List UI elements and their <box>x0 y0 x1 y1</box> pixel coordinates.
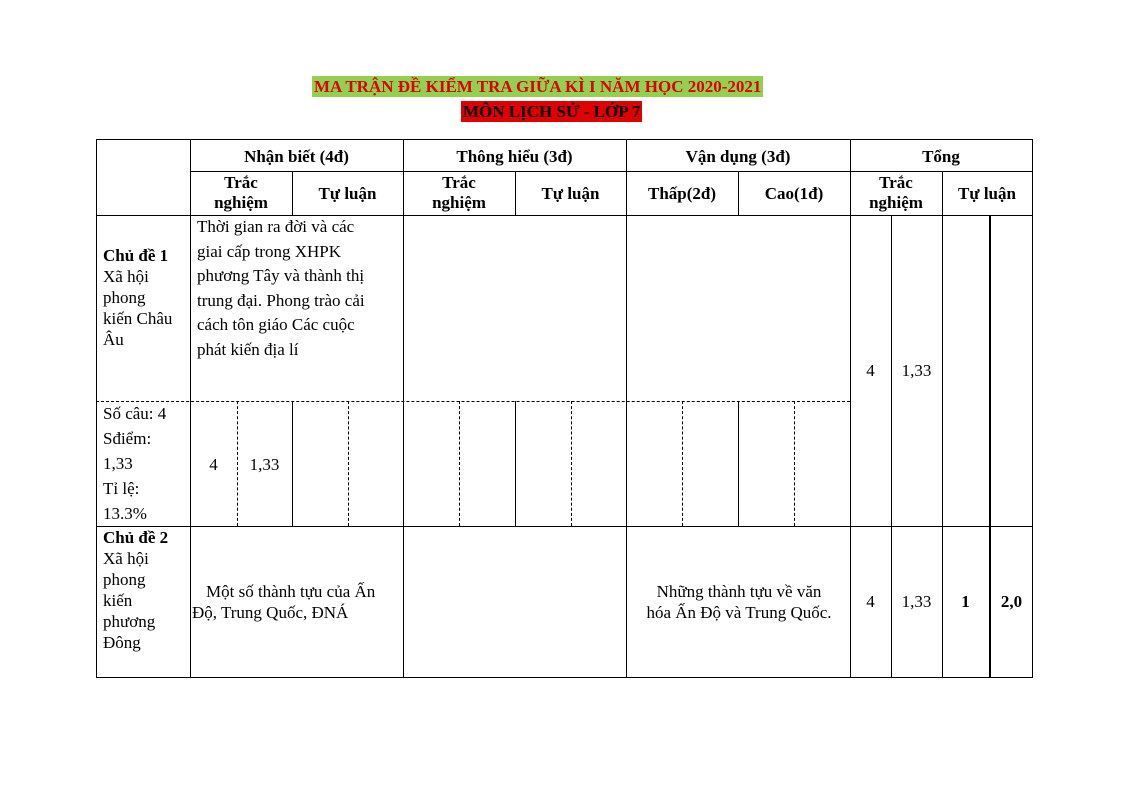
subheader-line: Trắc <box>442 173 476 192</box>
topic1-line: Xã hội <box>103 267 149 286</box>
header-nhan-biet: Nhận biết (4đ) <box>244 147 349 166</box>
topic1-stats <box>103 401 189 526</box>
stats-line-5 <box>515 401 516 526</box>
topic1-tong-cau: 4 <box>866 361 875 380</box>
table-border-left <box>96 139 97 678</box>
topic1-stat: Số câu: 4 <box>103 404 167 423</box>
col-line-b <box>403 139 404 678</box>
subheader-line: Trắc <box>879 173 913 192</box>
topic2-title: Chủ đề 2 <box>103 528 169 547</box>
stats-line-2 <box>292 401 293 526</box>
topic2-line: phương <box>103 612 156 631</box>
topic1-tong-diem: 1,33 <box>901 361 932 380</box>
subheader-tu-luan-th: Tự luận <box>541 184 600 203</box>
topic2-nb-line: Một số thành tựu của Ấn <box>206 582 376 601</box>
topic2-vd-content <box>628 581 850 623</box>
topic1-nb-diem: 1,33 <box>249 455 280 474</box>
subheader-trac-nghiem-nb <box>190 173 292 213</box>
stats-line-3 <box>348 401 349 526</box>
topic2-label <box>103 527 189 653</box>
topic2-tl-cau: 1 <box>961 592 970 611</box>
subheader-line: nghiệm <box>214 193 268 212</box>
topic2-line: kiến <box>103 591 133 610</box>
topic1-stat: Tỉ lệ: <box>103 479 140 498</box>
topic1-content-line: cách tôn giáo Các cuộc <box>197 315 355 334</box>
stats-line-9 <box>794 401 795 526</box>
stats-line-4 <box>459 401 460 526</box>
stats-line-6 <box>571 401 572 526</box>
document-subtitle: MÔN LỊCH SỬ - LỚP 7 <box>463 102 641 121</box>
topic1-content-line: Thời gian ra đời và các <box>197 217 355 236</box>
subheader-cao: Cao(1đ) <box>764 184 824 203</box>
topic2-line: phong <box>103 570 146 589</box>
topic2-nb-content <box>192 581 403 623</box>
topic1-content <box>197 215 402 362</box>
topic1-title: Chủ đề 1 <box>103 246 169 265</box>
topic2-tong-diem: 1,33 <box>901 592 932 611</box>
topic1-stats-divider <box>96 401 850 402</box>
topic1-line: kiến Châu <box>103 309 173 328</box>
topic2-line: Đông <box>103 633 141 652</box>
topic2-line: Xã hội <box>103 549 149 568</box>
col-line-c <box>626 139 627 678</box>
stats-line-7 <box>682 401 683 526</box>
table-border-bottom <box>96 677 1033 678</box>
subheader-line: nghiệm <box>869 193 923 212</box>
table-border-top <box>96 139 1033 140</box>
topic1-content-line: phương Tây và thành thị <box>197 266 365 285</box>
topic2-tong-cau: 4 <box>866 592 875 611</box>
topic1-content-line: phát kiến địa lí <box>197 339 299 359</box>
topic2-tl-diem: 2,0 <box>1000 592 1023 611</box>
topic-divider <box>96 526 1033 527</box>
subheader-tu-luan-tong: Tự luận <box>958 184 1016 203</box>
topic1-stat: Sđiểm: <box>103 429 152 448</box>
topic1-content-line: giai cấp trong XHPK <box>197 241 342 261</box>
topic1-label <box>103 245 189 350</box>
header-thong-hieu: Thông hiểu (3đ) <box>456 147 573 166</box>
topic1-stat: 1,33 <box>103 454 133 473</box>
topic1-line: phong <box>103 288 146 307</box>
subheader-tu-luan-nb: Tự luận <box>318 184 377 203</box>
table-border-right <box>1032 139 1033 678</box>
topic2-nb-line: Độ, Trung Quốc, ĐNÁ <box>192 603 349 622</box>
col-line-a <box>190 139 191 678</box>
topic2-vd-line: Những thành tựu về văn <box>656 582 822 601</box>
subheader-line: nghiệm <box>432 193 486 212</box>
header-tong: Tổng <box>922 147 960 166</box>
document-title: MA TRẬN ĐỀ KIỂM TRA GIỮA KÌ I NĂM HỌC 2020-2021 <box>314 77 762 96</box>
stats-line-8 <box>738 401 739 526</box>
subheader-trac-nghiem-tong <box>850 173 942 213</box>
header-divider <box>190 171 1033 172</box>
header-van-dung: Vận dụng (3đ) <box>685 147 791 166</box>
subheader-thap: Thấp(2đ) <box>647 184 717 203</box>
topic1-content-line: trung đại. Phong trào cải <box>197 290 365 310</box>
topic1-line: Âu <box>103 330 124 349</box>
topic2-vd-line: hóa Ấn Độ và Trung Quốc. <box>646 603 832 622</box>
subheader-trac-nghiem-th <box>403 173 515 213</box>
subheader-line: Trắc <box>224 173 258 192</box>
topic1-nb-cau: 4 <box>209 455 218 474</box>
topic1-stat: 13.3% <box>103 504 147 523</box>
